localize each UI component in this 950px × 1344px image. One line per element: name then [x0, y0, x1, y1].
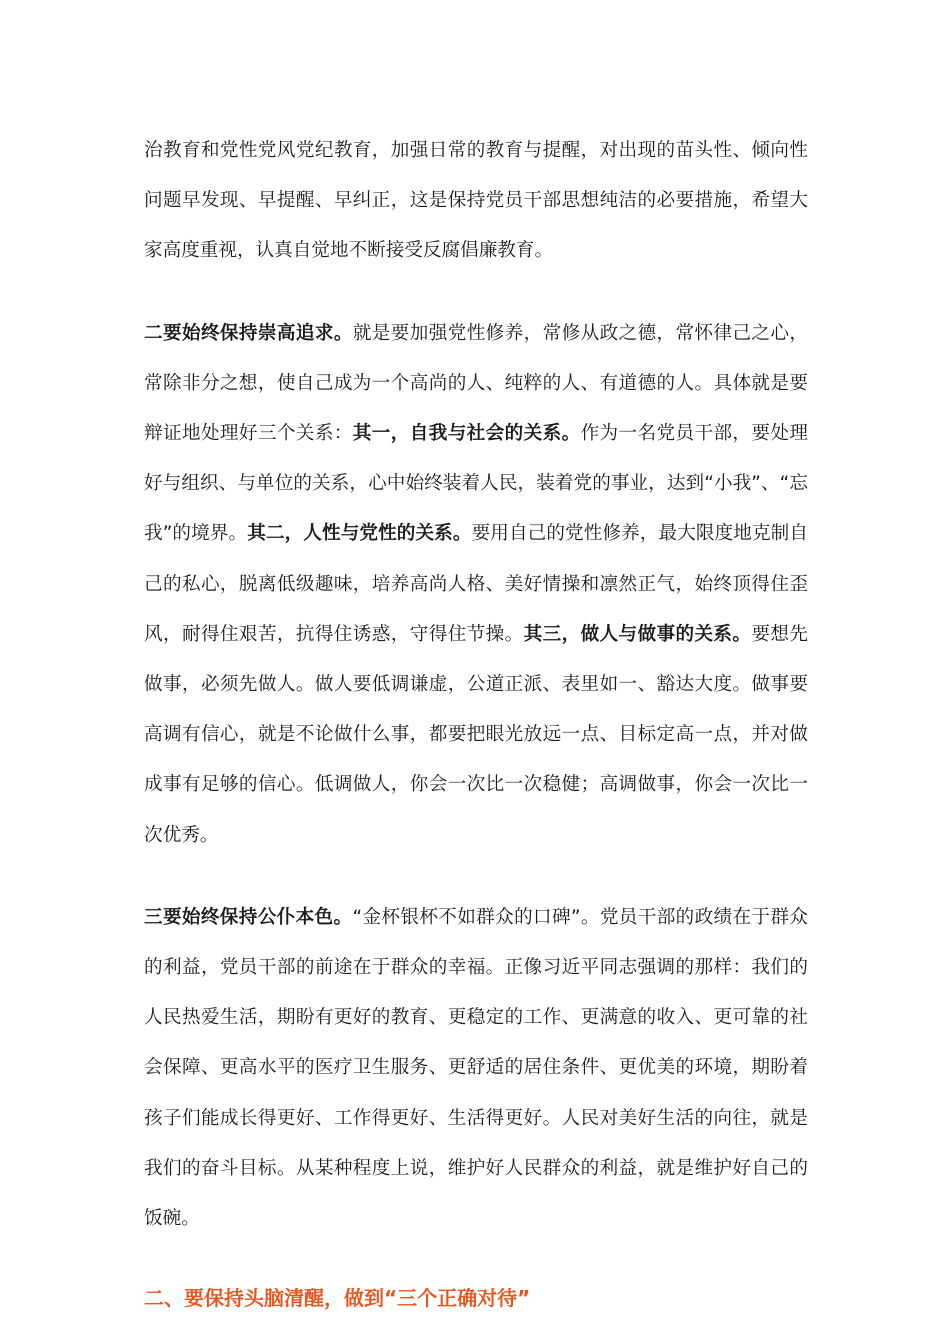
bold-lead-run: 二要始终保持崇高追求。 [144, 322, 353, 344]
text-run: “金杯银杯不如群众的口碑”。党员干部的政绩在于群众的利益，党员干部的前途在于群众的幸福。正像习近平同志强调的那样：我们的人民热爱生活，期盼有更好的教育、更稳定的工作、更满意的收入、更可靠的社会保障、更高水平的医疗卫生服务、更舒适的居住条件、更优美的环境，期盼着孩子们能成长得更好、工作得更好、生活得更好。人民对美好生活的向往，就是我们的奋斗目标。从某种程度上说，维护好人民群众的利益，就是维护好自己的饭碗。 [144, 906, 808, 1230]
paragraph-1 [144, 126, 808, 277]
document-page [144, 126, 808, 1322]
bold-run: 其一，自我与社会的关系。 [352, 423, 581, 445]
text-run: 治教育和党性党风党纪教育，加强日常的教育与提醒，对出现的苗头性、倾向性问题早发现、早提醒、早纠正，这是保持党员干部思想纯洁的必要措施，希望大家高度重视，认真自觉地不断接受反腐倡廉教育。 [144, 140, 808, 262]
text-run: 要用自己的党性修养，最大限度地克制自己的私心，脱离低级趣味，培养高尚人格、美好情操和凛然正气，始终顶得住歪风，耐得住艰苦，抗得住诱惑，守得住节操。 [144, 523, 808, 645]
text-run: 要想先做事，必须先做人。做人要低调谦虚，公道正派、表里如一、豁达大度。做事要高调有信心，就是不论做什么事，都要把眼光放远一点、目标定高一点，并对做成事有足够的信心。低调做人，你会一次比一次稳健；高调做事，你会一次比一次优秀。 [144, 623, 808, 846]
paragraph-3 [144, 893, 808, 1244]
bold-run: 其二，人性与党性的关系。 [247, 523, 472, 545]
paragraph-2 [144, 309, 808, 861]
text-run: 作为一名党员干部，要处理好与组织、与单位的关系，心中始终装着人民，装着党的事业，达到“小我”、“忘我”的境界。 [144, 423, 808, 545]
bold-lead-run: 三要始终保持公仆本色。 [144, 906, 353, 928]
bold-run: 其三，做人与做事的关系。 [523, 623, 752, 645]
text-run: 就是要加强党性修养，常修从政之德，常怀律己之心，常除非分之想，使自己成为一个高尚的人、纯粹的人、有道德的人。具体就是要辩证地处理好三个关系： [144, 322, 808, 445]
section-heading: 二、要保持头脑清醒，做到“三个正确对待” [144, 1286, 531, 1311]
